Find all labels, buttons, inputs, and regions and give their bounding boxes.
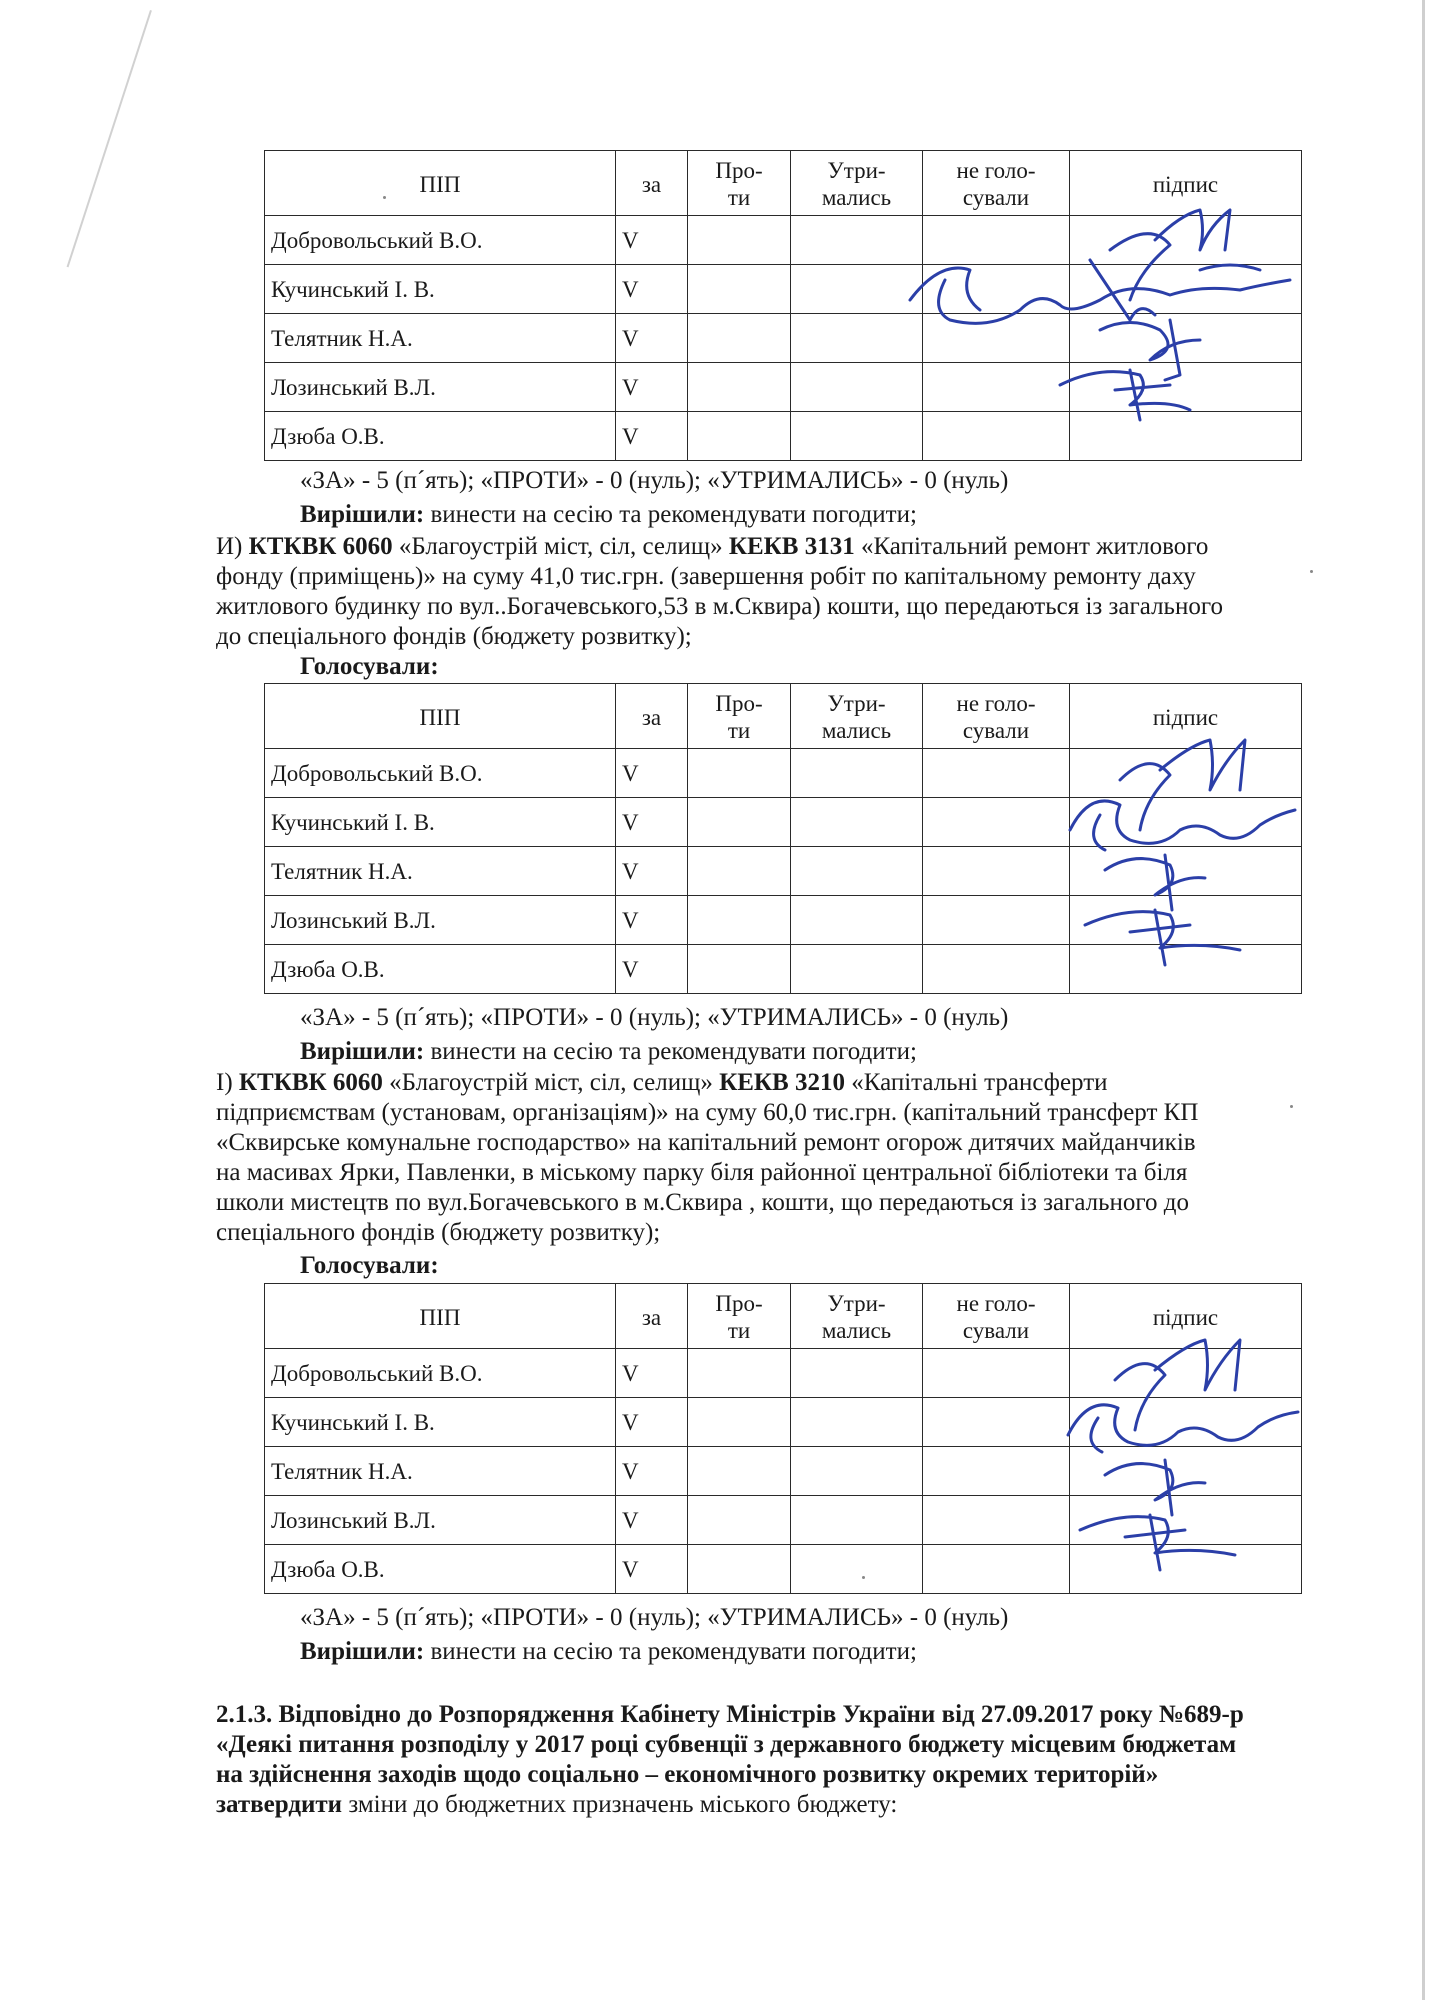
vote-mark: V [616, 945, 688, 994]
member-name: Дзюба О.В. [265, 412, 616, 461]
member-name: Добровольський В.О. [265, 1349, 616, 1398]
col-header-pib: ПІП [265, 151, 616, 216]
member-name: Телятник Н.А. [265, 314, 616, 363]
member-name: Кучинський І. В. [265, 265, 616, 314]
member-name: Кучинський І. В. [265, 1398, 616, 1447]
vote-mark: V [616, 265, 688, 314]
member-name: Лозинський В.Л. [265, 1496, 616, 1545]
vote-mark: V [616, 363, 688, 412]
scan-fold-mark [67, 10, 152, 267]
handwritten-signatures-3 [1060, 1320, 1300, 1580]
col-header-proty: Про- ти [688, 151, 791, 216]
tally-line: «ЗА» - 5 (п´ять); «ПРОТИ» - 0 (нуль); «УТРИМАЛИСЬ» - 0 (нуль) [300, 467, 1009, 494]
col-header-ne-golosuvaly: не голо- сували [923, 151, 1070, 216]
vote-mark: V [616, 896, 688, 945]
col-header-pidpys: підпис [1070, 684, 1302, 749]
voted-label: Голосували: [300, 1252, 439, 1279]
item-ii-paragraph: І) КТКВК 6060 «Благоустрій міст, сіл, селищ» КЕКВ 3210 «Капітальні трансферти підприємствам (установам, організаціям)» на суму 60,0 тис.грн. (капітальний трансферт КП «Сквирське комунальне господарство» на капітальний ремонт огорож дитячих майданчиків на масивах Ярки, Павленки, в міському парку біля районної центральної бібліотеки та біля школи мистецтв по вул.Богачевського в м.Сквира , кошти, що передаються із загального до спеціального фондів (бюджету розвитку); [216, 1069, 1199, 1246]
member-name: Добровольський В.О. [265, 216, 616, 265]
member-name: Дзюба О.В. [265, 1545, 616, 1594]
col-header-proty: Про- ти [688, 1284, 791, 1349]
col-header-utrymalys: Утри- мались [791, 1284, 923, 1349]
voted-label: Голосували: [300, 653, 439, 680]
scan-edge [1422, 0, 1425, 2000]
vote-mark: V [616, 412, 688, 461]
vote-mark: V [616, 1398, 688, 1447]
col-header-za: за [616, 151, 688, 216]
col-header-za: за [616, 684, 688, 749]
vote-mark: V [616, 1545, 688, 1594]
section-2-1-3: 2.1.3. Відповідно до Розпорядження Кабінету Міністрів України від 27.09.2017 року №689-р «Деякі питання розподілу у 2017 році субвенції з державного бюджету місцевим бюджетам на здійснення заходів щодо соціально – економічного розвитку окремих територій» затвердити зміни до бюджетних призначень міського бюджету: [216, 1701, 1244, 1818]
member-name: Телятник Н.А. [265, 1447, 616, 1496]
col-header-ne-golosuvaly: не голо- сували [923, 1284, 1070, 1349]
scan-speck [1310, 570, 1313, 573]
vote-mark: V [616, 749, 688, 798]
scan-speck [1290, 1105, 1293, 1108]
decision-line: Вирішили: винести на сесію та рекомендувати погодити; [300, 1038, 917, 1065]
member-name: Лозинський В.Л. [265, 363, 616, 412]
vote-mark: V [616, 798, 688, 847]
vote-mark: V [616, 1447, 688, 1496]
vote-mark: V [616, 314, 688, 363]
col-header-pib: ПІП [265, 684, 616, 749]
vote-mark: V [616, 847, 688, 896]
member-name: Телятник Н.А. [265, 847, 616, 896]
handwritten-signatures-1 [900, 190, 1310, 440]
col-header-proty: Про- ти [688, 684, 791, 749]
decision-line: Вирішили: винести на сесію та рекомендувати погодити; [300, 1638, 917, 1665]
col-header-za: за [616, 1284, 688, 1349]
col-header-ne-golosuvaly: не голо- сували [923, 684, 1070, 749]
tally-line: «ЗА» - 5 (п´ять); «ПРОТИ» - 0 (нуль); «УТРИМАЛИСЬ» - 0 (нуль) [300, 1604, 1009, 1631]
vote-mark: V [616, 1349, 688, 1398]
vote-mark: V [616, 216, 688, 265]
col-header-utrymalys: Утри- мались [791, 684, 923, 749]
col-header-pidpys: підпис [1070, 1284, 1302, 1349]
decision-line: Вирішили: винести на сесію та рекомендувати погодити; [300, 501, 917, 528]
col-header-pib: ПІП [265, 1284, 616, 1349]
tally-line: «ЗА» - 5 (п´ять); «ПРОТИ» - 0 (нуль); «УТРИМАЛИСЬ» - 0 (нуль) [300, 1004, 1009, 1031]
member-name: Кучинський І. В. [265, 798, 616, 847]
col-header-pidpys: підпис [1070, 151, 1302, 216]
item-i-paragraph: И) КТКВК 6060 «Благоустрій міст, сіл, селищ» КЕКВ 3131 «Капітальний ремонт житлового фонду (приміщень)» на суму 41,0 тис.грн. (завершення робіт по капітальному ремонту даху житлового будинку по вул..Богачевського,53 в м.Сквира) кошти, що передаються із загального до спеціального фондів (бюджету розвитку); [216, 533, 1223, 650]
member-name: Лозинський В.Л. [265, 896, 616, 945]
vote-mark: V [616, 1496, 688, 1545]
handwritten-signatures-2 [1060, 720, 1300, 980]
member-name: Дзюба О.В. [265, 945, 616, 994]
member-name: Добровольський В.О. [265, 749, 616, 798]
col-header-utrymalys: Утри- мались [791, 151, 923, 216]
